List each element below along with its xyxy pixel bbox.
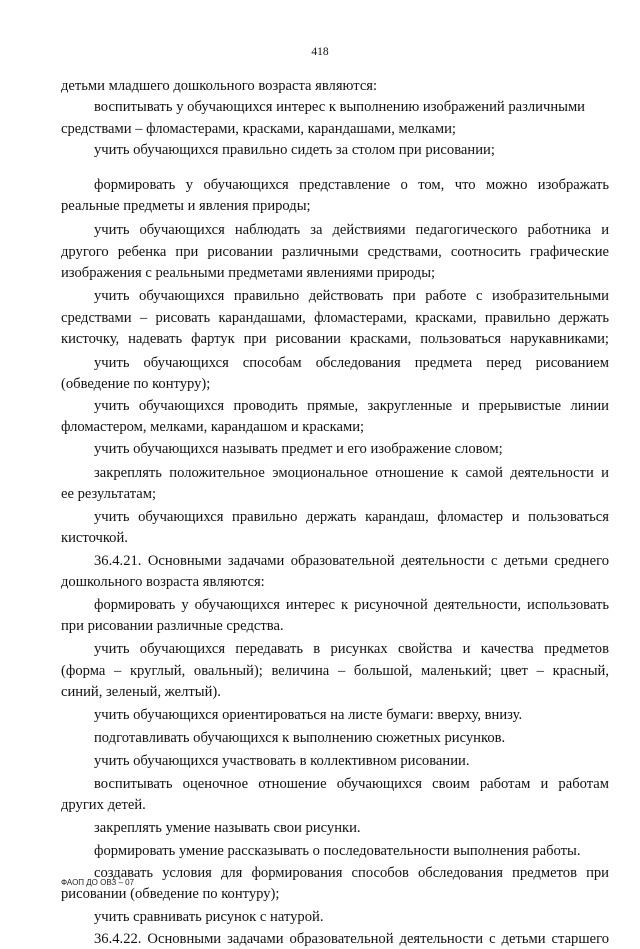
text-line: учить обучающихся называть предмет и его изображение словом; [94,441,503,457]
text-line: формировать умение рассказывать о последовательности выполнения работы. [94,843,581,859]
text-line: создавать условия для формирования способов обследования предметов при [94,865,609,881]
text-line: детьми младшего дошкольного возраста являются: [61,78,378,94]
text-line: ее результатам; [61,486,157,502]
text-line: закреплять умение называть свои рисунки. [94,820,361,836]
text-line: (обведение по контуру); [61,376,211,392]
text-line: дошкольного возраста являются: [61,574,265,590]
text-line: подготавливать обучающихся к выполнению сюжетных рисунков. [94,730,506,746]
text-line: средствами – фломастерами, красками, карандашами, мелками; [61,121,456,137]
text-line: другого ребенка при рисовании различными средствами, соотносить графические [61,244,609,260]
text-line: фломастером, мелками, карандашом и красками; [61,419,365,435]
text-line: реальные предметы и явления природы; [61,198,311,214]
text-line: учить обучающихся передавать в рисунках свойства и качества предметов [94,641,609,657]
text-line: учить обучающихся ориентироваться на листе бумаги: вверху, внизу. [94,707,523,723]
text-line: учить обучающихся правильно сидеть за столом при рисовании; [94,142,495,158]
text-line: учить обучающихся участвовать в коллективном рисовании. [94,753,470,769]
text-line: других детей. [61,797,146,813]
text-line: 36.4.21. Основными задачами образовательной деятельности с детьми среднего [94,553,609,569]
text-line: учить обучающихся наблюдать за действиями педагогического работника и [94,222,609,238]
document-footer: ФАОП ДО ОВЗ – 07 [61,878,135,887]
text-line: закреплять положительное эмоциональное отношение к самой деятельности и [94,465,609,481]
page-number: 418 [311,46,329,58]
text-line: кисточкой. [61,530,128,546]
text-line: воспитывать оценочное отношение обучающихся своим работам и работам [94,776,609,792]
text-line: формировать у обучающихся представление о том, что можно изображать [94,177,609,193]
text-line: (форма – круглый, овальный); величина – большой, маленький; цвет – красный, [61,663,609,679]
text-line: синий, зеленый, желтый). [61,684,221,700]
text-line: учить обучающихся правильно держать карандаш, фломастер и пользоваться [94,509,609,525]
text-line: учить сравнивать рисунок с натурой. [94,909,324,925]
text-line: кисточку, надевать фартук при рисовании красками, пользоваться нарукавниками; [61,331,609,347]
text-line: учить обучающихся правильно действовать при работе с изобразительными [94,288,609,304]
text-line: учить обучающихся проводить прямые, закругленные и прерывистые линии [94,398,609,414]
text-line: 36.4.22. Основными задачами образовательной деятельности с детьми старшего [94,931,609,947]
text-line: воспитывать у обучающихся интерес к выполнению изображений различными [94,99,585,115]
text-line: изображения с реальными предметами явлениями природы; [61,265,436,281]
text-line: учить обучающихся способам обследования предмета перед рисованием [94,355,609,371]
text-line: при рисовании различные средства. [61,618,284,634]
text-line: формировать у обучающихся интерес к рисуночной деятельности, использовать [94,597,609,613]
text-line: рисовании (обведение по контуру); [61,886,280,902]
text-line: средствами – рисовать карандашами, фломастерами, красками, правильно держать [61,310,609,326]
